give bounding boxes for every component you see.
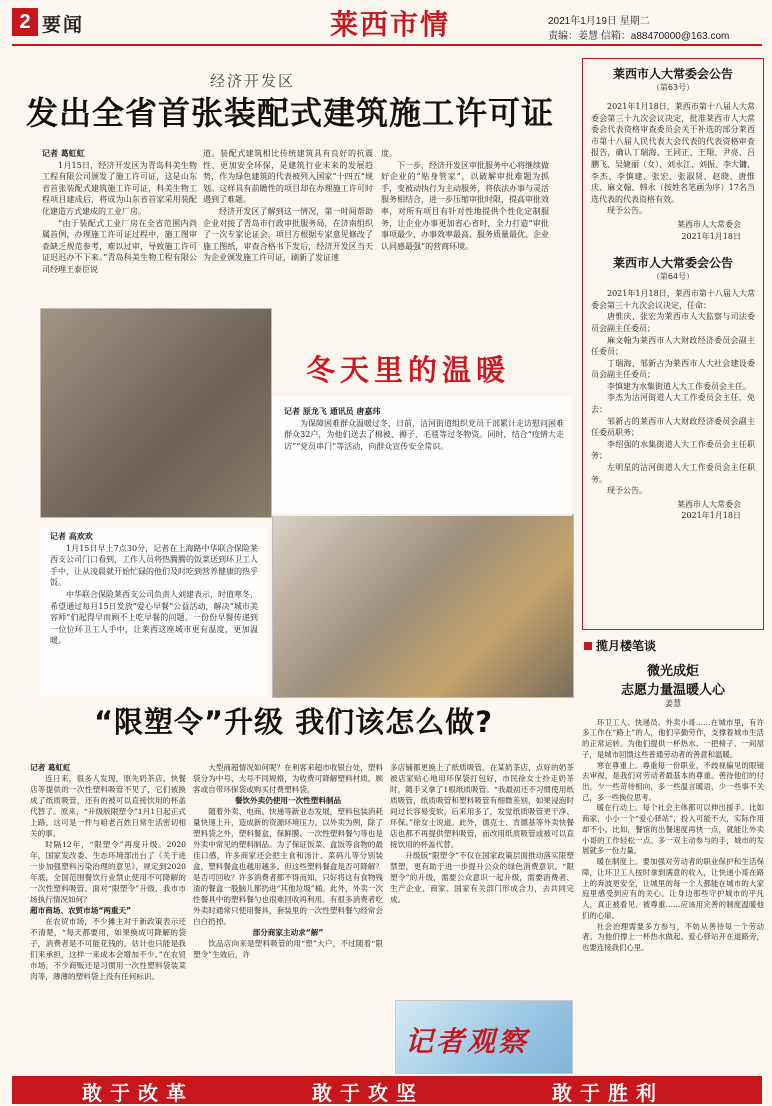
paragraph: 大型商超情况如何呢？在利客来超市收银台处，塑料袋分为中号、大号不同规格，为收费可降解塑料材质。顾客或自带环保袋或购买付费塑料袋。 [193,763,383,794]
paragraph: “由于装配式工业厂房在全省范围内尚属首例，办理施工许可证过程中，施工图审查缺乏规范参考，难以过审，导致施工许可证迟迟办不下来。”青岛科美生物工程有限公司经理王泰臣说 [42,218,197,274]
footer-slogan-bar [12,1076,762,1104]
lead-byline: 记者 葛虹虹 [42,148,85,158]
header-rule [12,44,762,46]
plastic-col-1-text [30,773,186,905]
column-article [582,660,764,954]
page-number: 2 [12,8,38,36]
plastic-col-3 [390,762,574,905]
paragraph: 经济开发区了解到这一情况，第一时间帮助企业对接了青岛市行政审批服务局，在济南组织了一次专家论证会，项目方根据专家意见修改了施工图纸，审查合格书下发后，经济开发区当天为企业颁发施工许可证，刷新了发证速 [203,206,373,263]
paragraph: 现予公告。 [607,486,647,496]
paragraph: 邹新占的莱西市人大财政经济委员会副主任委员职务； [591,416,755,438]
paragraph: 时隔12年，“限塑令”再度升级。2020年，国家发改委、生态环境部出台了《关于进一步加强塑料污染治理的意见》，规定到2020年底，全国范围餐饮行业禁止使用不可降解的一次性塑料吸管。面对“限塑令”升级，我市市场执行情况如何？ [30,840,186,904]
warm-text-2 [50,543,258,647]
paragraph: 2021年1月18日，莱西市第十八届人大常委会第三十九次会议决定，批准莱西市人大常委会代表资格审查委员会关于补选的部分莱西市第十八届人民代表大会代表的代表资格审查报告，确认丁瑞海、王同正、王翔、尹亮、吕鹏飞、吴婕丽（女）、刘永江、刘振、李大镛、李杰、李慎建、张宏、张淑贤、赵晓、唐惟庆、麻文翰、韩永（按姓名笔画为序）17名当选代表的代表资格有效。 [591,102,755,204]
column-title-1: 微光成炬 [646,664,699,679]
plastic-byline: 记者 葛虹虹 [30,763,71,772]
paragraph: 饮品店向来是塑料吸管的用“塑”大户，不过随着“限塑令”生效后，许 [193,939,383,959]
paragraph: 丁瑞海、邹新占为莱西市人大社会建设委员会副主任委员； [591,358,755,380]
column-author: 姜慧 [665,699,681,708]
paragraph: 为保障困难群众温暖过冬，日前，沽河街道组织党员干部累计走访慰问困难群众32户，为他们送去了棉被、褥子、毛毯等过冬物资。同时，结合“疫情大走访”“党员串门”等活动，向群众宣传安全常识。 [284,418,564,451]
column-title-2: 志愿力量温暖人心 [620,683,725,698]
paragraph: 唐惟庆、张宏为莱西市人大监察与司法委员会副主任委员； [591,312,755,333]
paragraph: 李杰为沽河街道人大工作委员会主任，免去： [591,393,755,415]
plastic-col-1b-text [30,916,186,982]
paragraph: 李绍强的水集街道人大工作委员会主任职务； [591,439,755,461]
section-title: 要闻 [42,14,85,36]
paragraph: 随着外卖、电商、快递等新业态发展，塑料包装消耗量快速上升，造成新的资源环境压力。以外卖为例，除了塑料袋之外，塑料餐盒、保鲜膜、一次性塑料餐勺等也是外卖中常见的塑料制品。为了保证饭菜、盒饭等食物的最佳口感，许多商家还会把主食和汤汁、菜码儿等分别装盒，塑料餐盒也越用越多。但这些塑料餐盒是否可降解？是否可回收？许多消费者都不得而知，只好将这有食物残渣的餐盒一股脑儿都扔进“其他垃圾”桶。此外，外卖一次性餐具中的塑料餐勺也很难回收再利用。有很多消费者吃外卖时通常只使用餐具，套装里的一次性塑料餐勺经常会白白扔掉。 [193,807,384,926]
observer-banner: 记者观察 [405,1025,530,1058]
plastic-subhead-2: 餐饮外卖仍使用一次性塑料制品 [234,796,342,805]
lead-col-1-text [42,160,197,276]
warm-byline-1: 记者 原龙飞 通讯员 唐嘉玮 [284,406,381,416]
paragraph: 道。装配式建筑相比传统建筑具有良好的抗震性、更加安全环保，是建筑行业未来的发展趋势，作为绿色建筑的代表被列入国家“十四五”规划。这样具有前瞻性的项目却在办理施工许可时遇到了难题。 [203,149,373,205]
notice-64-title: 莱西市人大常委会公告 [612,256,733,271]
plastic-subhead-1: 超市商场、农贸市场“两重天” [30,906,132,915]
notice-64-number: （第64号） [651,272,695,282]
masthead-logo: 莱西市情 [330,8,451,41]
editor-line: 责编：姜慧 信箱：a88470000@163.com [548,31,730,42]
issue-date: 2021年1月19日 星期二 [548,16,650,27]
paragraph: 多店铺都更换上了纸质吸管。在某奶茶店，点好的奶茶被店家贴心地用环保袋打包好，市民徐女士拎走奶茶时，随手又拿了1根纸质吸管。“我最初还不习惯使用纸质吸管，纸质吸管和塑料吸管有细微差别，如果浸泡时间过长容易变软，后来用多了，发觉纸质吸管更干净、环保。”徐女士说道。此外，德克士、肯德基等外卖快餐店也都不再提供塑料吸管，而改用纸质吸管或被可以直接饮用的杯盖代替。 [390,763,574,849]
plastic-subhead-3: 部分商家主动求“解” [252,928,324,937]
lead-col-3 [381,148,549,252]
slogan-1: 敢于改革 [82,1081,194,1105]
slogan-3: 敢于胜利 [552,1081,664,1105]
plastic-col-2-text [193,762,383,795]
plastic-col-1 [30,762,186,982]
notice-64-date: 2021年1月18日 [681,511,741,521]
notice-63-title: 莱西市人大常委会公告 [612,67,733,81]
plastic-col-2b-text [193,806,383,927]
paragraph: 李慎建为水集街道人大工作委员会主任。 [607,381,751,391]
paragraph: 社会治理需要多方参与，不妨从善待每一个劳动者、为他们撑上一杯热水做起。爱心驿站开在道路旁，也要连接我们心里。 [582,921,764,953]
notice-63-body [591,101,755,217]
column-body [582,718,764,954]
plastic-col-2 [193,762,383,960]
paragraph: 1月15日，经济开发区为青岛科美生物工程有限公司颁发了施工许可证，这是山东省首张装配式建筑施工许可证，科美生物工程项目建成后，将成为山东省首家采用装配化建造方式建成的工业厂房。 [42,160,197,216]
notice-64-body [591,288,755,497]
paragraph: 在农贸市场，不少摊主对于新政策表示还不清楚，“每天都要用，如果换成可降解的袋子，消费者是不可能花钱的，估计也只能是我们来承担，这样一来成本会增加不少。”在农贸市场，不少商贩还是习惯用一次性塑料袋装菜肉等，薄薄的塑料袋上没有任何标识。 [30,917,186,981]
column-label: 揽月楼笔谈 [584,637,656,654]
notice-64-signature: 莱西市人大常委会 [677,499,741,509]
paragraph: 2021年1月18日，莱西市第十八届人大常委会第三十九次会议决定，任命： [591,289,755,310]
warm-caption-1 [272,396,572,516]
paragraph: 暖在制度上。要加强对劳动者的职业保护和生活保障，让环卫工人按时拿到满意的收入，让快递小哥在路上的奔波更安全，让城里的每一个人都能在城市的大家庭里感受到应有的关心。让身边那些守护城市的平凡人，真正被看见、被尊重……应该用完善的制度温暖他们的心扉。 [582,857,764,920]
paragraph: 升级版“限塑令”不仅在国家政策层面推动落实限塑禁塑，更有助于进一步提升公众的绿色消费意识。“限塑令”的升级，需要公众意识一起升级，需要消费者、生产企业、商家、国家有关部门形成合力，去共同完成。 [390,851,574,904]
warm-feature-title: 冬天里的温暖 [306,353,511,387]
notice-63-number: （第63号） [651,83,695,92]
warm-text-1 [284,418,564,453]
warm-byline-2: 记者 高欢欢 [50,531,93,541]
lead-col-2 [203,148,373,264]
slogan-2: 敢于攻坚 [312,1081,424,1105]
notice-63-date: 2021年1月18日 [681,231,741,241]
lead-kicker: 经济开发区 [210,72,296,90]
lead-col-1 [42,148,197,276]
paragraph: 中华联合保险莱西支公司负责人刘建表示，时值寒冬，希望通过每月15日发放“爱心早餐”公益活动，解决“城市美容师”们起得早而顾不上吃早餐的问题。一份份早餐传递到一位位环卫工人手中，让莱西这座城市更有温度，更加温暖。 [50,589,258,646]
plastic-col-2c-text [193,938,383,960]
paragraph: 下一步，经济开发区审批服务中心将继续做好企业的“贴身管家”，以破解审批难题为抓手，变被动执行为主动服务，将依法办事与灵活服务相结合，进一步压缩审批时限，提高审批效率，对所有项目有针对性地提供个性化定制服务，让企业办事更加省心省时，全力打造“审批事项最少、办事效率最高、服务质量最优、企业认同感最强”的营商环境。 [381,160,549,251]
paragraph: 寒在尊重上。尊重每一份职业，不歧视偏见的眼镜去审视，是我们对劳动者最基本的尊重。善待他们的付出，少一些苛待相向，多一些温言暖语，少一些事不关己，多一些换位思考。 [582,760,764,802]
paragraph: 麻文翰为莱西市人大财政经济委员会副主任委员； [591,335,755,357]
paragraph: 左明星的沽河街道人大工作委员会主任职务。 [591,463,755,484]
photo-volunteers-delivering [40,308,272,518]
paragraph: 环卫工人、快递员、外卖小哥……在城市里，有许多工作在“路上”的人，他们辛勤劳作，支撑着城市生活的正常运转。为他们提供一杯热水、一把椅子、一间屋子，是城市回馈这些普通劳动者的善意和温暖。 [582,717,764,759]
paragraph: 现予公告。 [607,206,647,216]
photo-breakfast-street [272,514,574,698]
paragraph: 度。 [381,149,397,158]
notice-box [582,58,764,630]
paragraph: 连日来，很多人发现，原先奶茶店、快餐店等提供的一次性塑料吸管不见了，它们被换成了纸质吸管，还有的被可以直接饮用的杯盖代替了。原来，“升级版限塑令”1月1日起正式上路，这可是一件与咱老百姓日常生活密切相关的事。 [30,774,186,838]
paragraph: 1月15日早上7点30分，记者在上海路中华联合保险莱西支公司门口看到，工作人员将热腾腾的饭菜送到环卫工人手中，让从凌晨就开始忙碌的他们及时吃到营养健康的热乎饭。 [50,543,258,588]
plastic-headline: “限塑令”升级 我们该怎么做? [94,705,494,739]
paragraph: 暖在行动上。每个社会主体都可以伸出援手。比如商家，小小一个“爱心驿站”，投入可能不大，实际作用却不小。比如，餐馆的出餐速度再快一点，就能让外卖小哥的工作轻松一点。多一双主动参与的手，城市的发展就多一份力量。 [582,803,764,856]
lead-headline: 发出全省首张装配式建筑施工许可证 [26,94,555,132]
notice-63-signature: 莱西市人大常委会 [677,219,741,229]
warm-caption-2 [40,528,268,696]
